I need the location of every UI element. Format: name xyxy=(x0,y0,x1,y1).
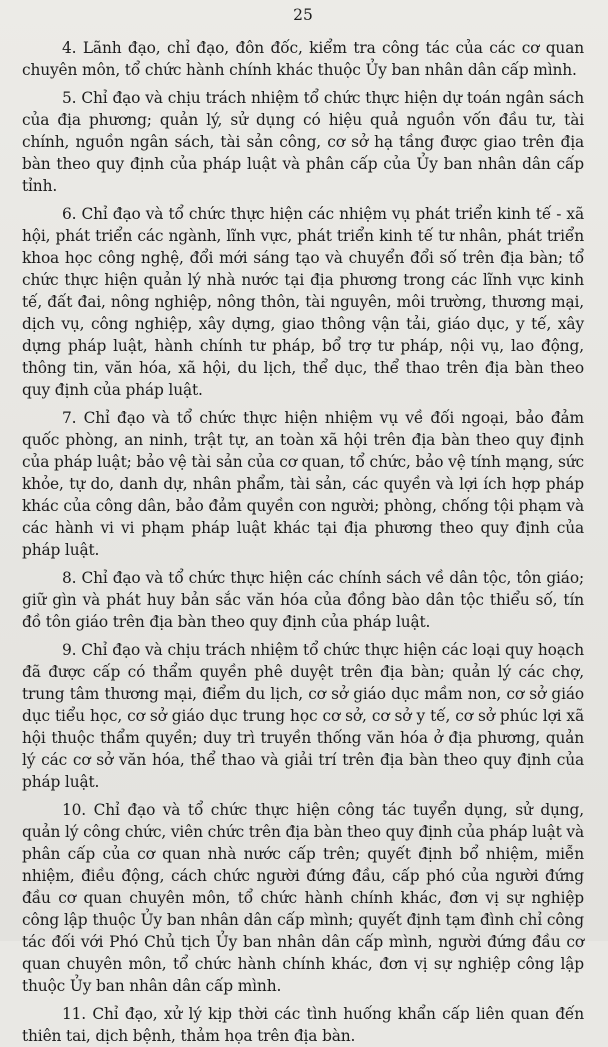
paragraph-item-6: 6. Chỉ đạo và tổ chức thực hiện các nhiệm vụ phát triển kinh tế - xã hội, phát triển các ngành, lĩnh vực, phát triển kinh tế tư nhân, phát triển khoa học công nghệ, đổi mới sáng tạo và chuyển đổi số trên địa bàn; tổ chức thực hiện quản lý nhà nước tại địa phương trong các lĩnh vực kinh tế, đất đai, nông nghiệp, nông thôn, tài nguyên, môi trường, thương mại, dịch vụ, công nghiệp, xây dựng, giao thông vận tải, giáo dục, y tế, xây dựng pháp luật, hành chính tư pháp, bổ trợ tư pháp, nội vụ, lao động, thông tin, văn hóa, xã hội, du lịch, thể dục, thể thao trên địa bàn theo quy định của pháp luật. xyxy=(22,205,584,399)
paragraph-item-4: 4. Lãnh đạo, chỉ đạo, đôn đốc, kiểm tra công tác của các cơ quan chuyên môn, tổ chức hành chính khác thuộc Ủy ban nhân dân cấp mình. xyxy=(22,39,584,79)
paragraph-item-9: 9. Chỉ đạo và chịu trách nhiệm tổ chức thực hiện các loại quy hoạch đã được cấp có thẩm quyền phê duyệt trên địa bàn; quản lý các chợ, trung tâm thương mại, điểm du lịch, cơ sở giáo dục mầm non, cơ sở giáo dục tiểu học, cơ sở giáo dục trung học cơ sở, cơ sở y tế, cơ sở phúc lợi xã hội thuộc thẩm quyền; duy trì truyền thống văn hóa ở địa phương, quản lý các cơ sở văn hóa, thể thao và giải trí trên địa bàn theo quy định của pháp luật. xyxy=(22,641,584,791)
paragraph-item-8: 8. Chỉ đạo và tổ chức thực hiện các chính sách về dân tộc, tôn giáo; giữ gìn và phát huy bản sắc văn hóa của đồng bào dân tộc thiểu số, tín đồ tôn giáo trên địa bàn theo quy định của pháp luật. xyxy=(22,569,584,631)
page-number: 25 xyxy=(293,6,313,24)
paragraph-item-11: 11. Chỉ đạo, xử lý kịp thời các tình huống khẩn cấp liên quan đến thiên tai, dịch bệnh, thảm họa trên địa bàn. xyxy=(22,1005,584,1045)
paragraph-item-10: 10. Chỉ đạo và tổ chức thực hiện công tác tuyển dụng, sử dụng, quản lý công chức, viên chức trên địa bàn theo quy định của pháp luật và phân cấp của cơ quan nhà nước cấp trên; quyết định bổ nhiệm, miễn nhiệm, điều động, cách chức người đứng đầu, cấp phó của người đứng đầu cơ quan chuyên môn, tổ chức hành chính khác, đơn vị sự nghiệp công lập thuộc Ủy ban nhân dân cấp mình; quyết định tạm đình chỉ công tác đối với Phó Chủ tịch Ủy ban nhân dân cấp mình, người đứng đầu cơ quan chuyên môn, tổ chức hành chính khác, đơn vị sự nghiệp công lập thuộc Ủy ban nhân dân cấp mình. xyxy=(22,801,584,995)
paragraph-item-7: 7. Chỉ đạo và tổ chức thực hiện nhiệm vụ về đối ngoại, bảo đảm quốc phòng, an ninh, trật tự, an toàn xã hội trên địa bàn theo quy định của pháp luật; bảo vệ tài sản của cơ quan, tổ chức, bảo vệ tính mạng, sức khỏe, tự do, danh dự, nhân phẩm, tài sản, các quyền và lợi ích hợp pháp khác của công dân, bảo đảm quyền con người; phòng, chống tội phạm và các hành vi vi phạm pháp luật khác tại địa phương theo quy định của pháp luật. xyxy=(22,409,584,559)
paragraph-item-5: 5. Chỉ đạo và chịu trách nhiệm tổ chức thực hiện dự toán ngân sách của địa phương; quản lý, sử dụng có hiệu quả nguồn vốn đầu tư, tài chính, nguồn ngân sách, tài sản công, cơ sở hạ tầng được giao trên địa bàn theo quy định của pháp luật và phân cấp của Ủy ban nhân dân cấp tỉnh. xyxy=(22,89,584,195)
